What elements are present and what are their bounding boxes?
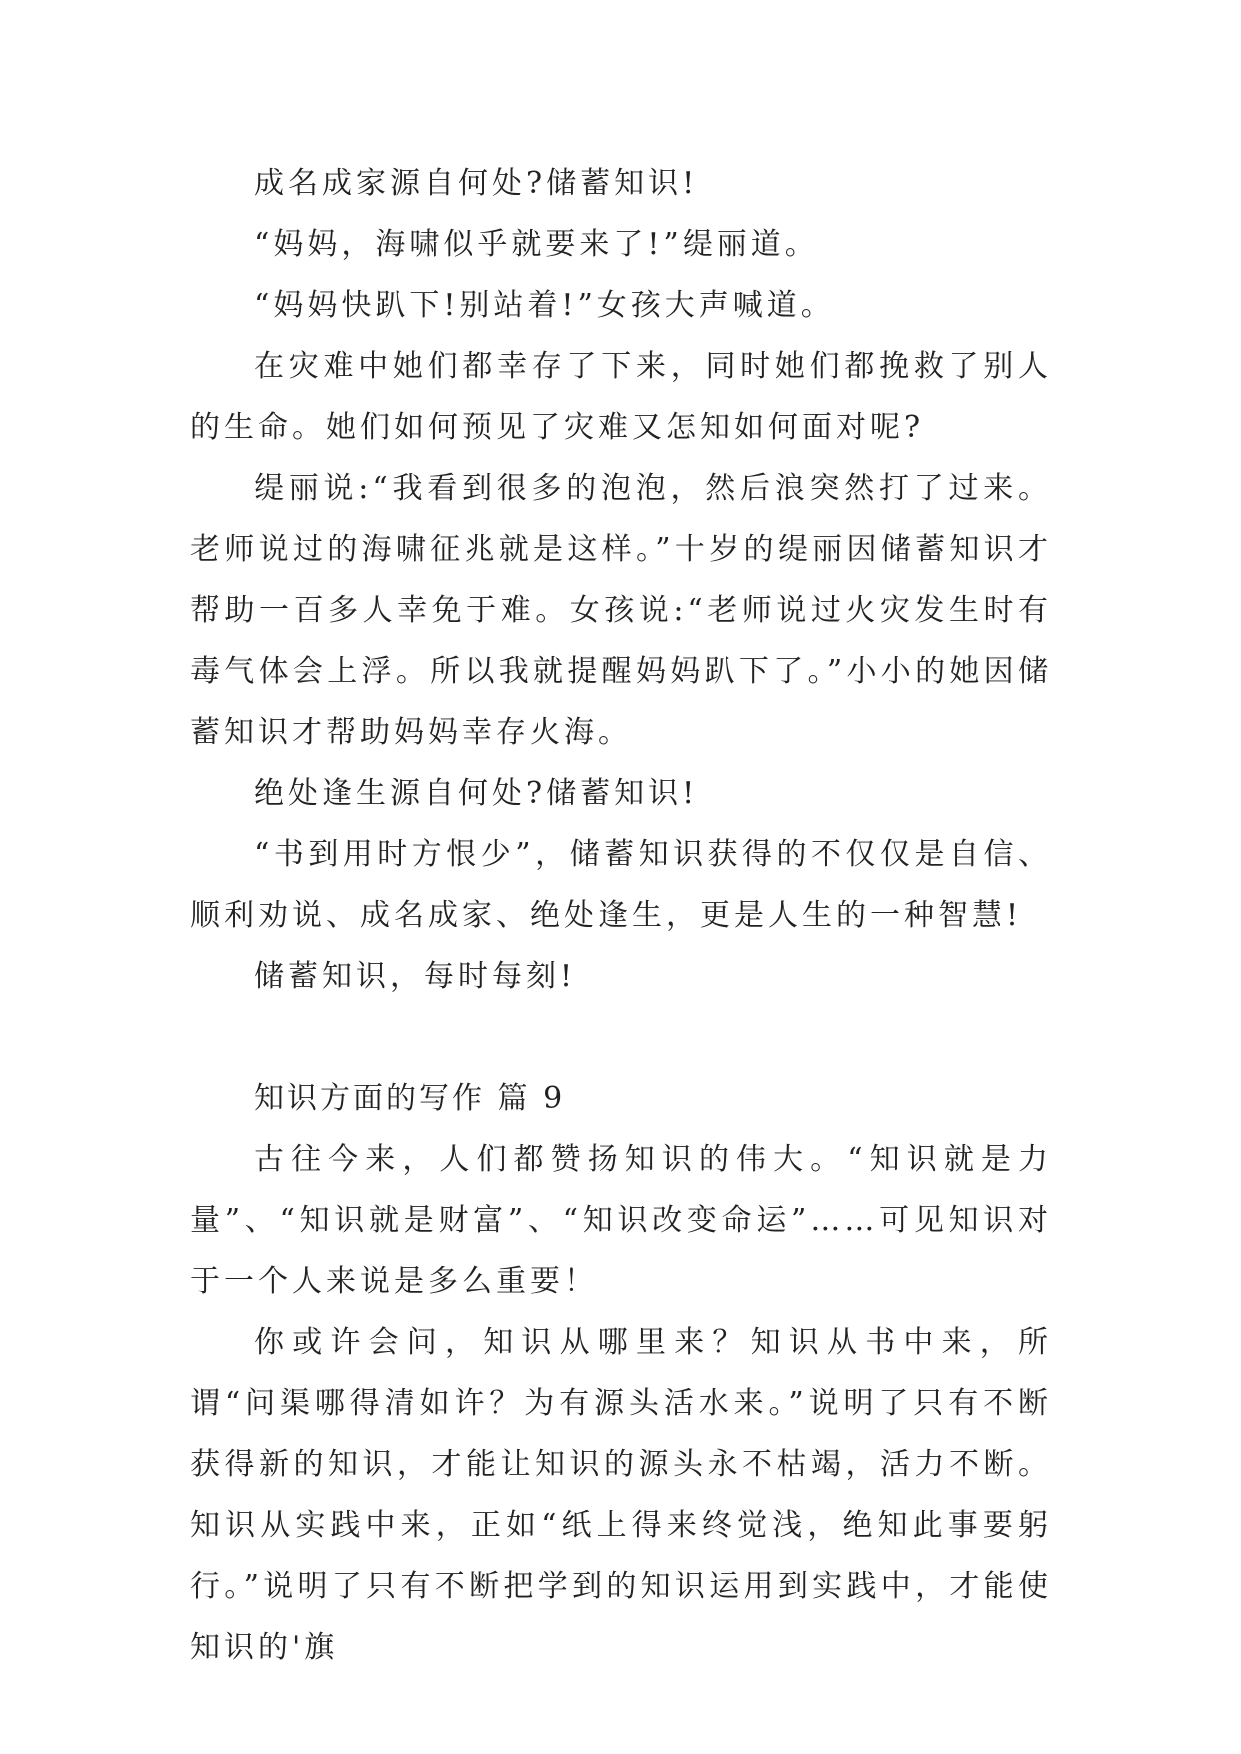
paragraph: 储蓄知识，每时每刻!	[254, 959, 577, 994]
section-spacer	[190, 1007, 1052, 1068]
document-body	[190, 153, 1052, 1678]
paragraph: 你或许会问，知识从哪里来？知识从书中来，所谓“问渠哪得清如许？为有源头活水来。”说明了只有不断获得新的知识，才能让知识的源头永不枯竭，活力不断。知识从实践中来，正如“纸上得来终觉浅，绝知此事要躬行。”说明了只有不断把学到的知识运用到实践中，才能使知识的'旗	[190, 1325, 1052, 1665]
paragraph: “妈妈，海啸似乎就要来了!”缇丽道。	[254, 227, 819, 262]
paragraph: 缇丽说:“我看到很多的泡泡，然后浪突然打了过来。老师说过的海啸征兆就是这样。”十岁的缇丽因储蓄知识才帮助一百多人幸免于难。女孩说:“老师说过火灾发生时有毒气体会上浮。所以我就提醒妈妈趴下了。”小小的她因储蓄知识才帮助妈妈幸存火海。	[190, 471, 1052, 750]
paragraph: “书到用时方恨少”，储蓄知识获得的不仅仅是自信、顺利劝说、成名成家、绝处逢生，更是人生的一种智慧!	[190, 837, 1052, 933]
paragraph: 绝处逢生源自何处?储蓄知识!	[254, 776, 699, 811]
paragraph: 成名成家源自何处?储蓄知识!	[254, 166, 699, 201]
paragraph: “妈妈快趴下!别站着!”女孩大声喊道。	[254, 288, 835, 323]
paragraph: 古往今来，人们都赞扬知识的伟大。“知识就是力量”、“知识就是财富”、“知识改变命运”……可见知识对于一个人来说是多么重要！	[190, 1142, 1052, 1299]
section-heading: 知识方面的写作 篇 9	[254, 1081, 566, 1116]
paragraph: 在灾难中她们都幸存了下来，同时她们都挽救了别人的生命。她们如何预见了灾难又怎知如何面对呢?	[190, 349, 1052, 445]
